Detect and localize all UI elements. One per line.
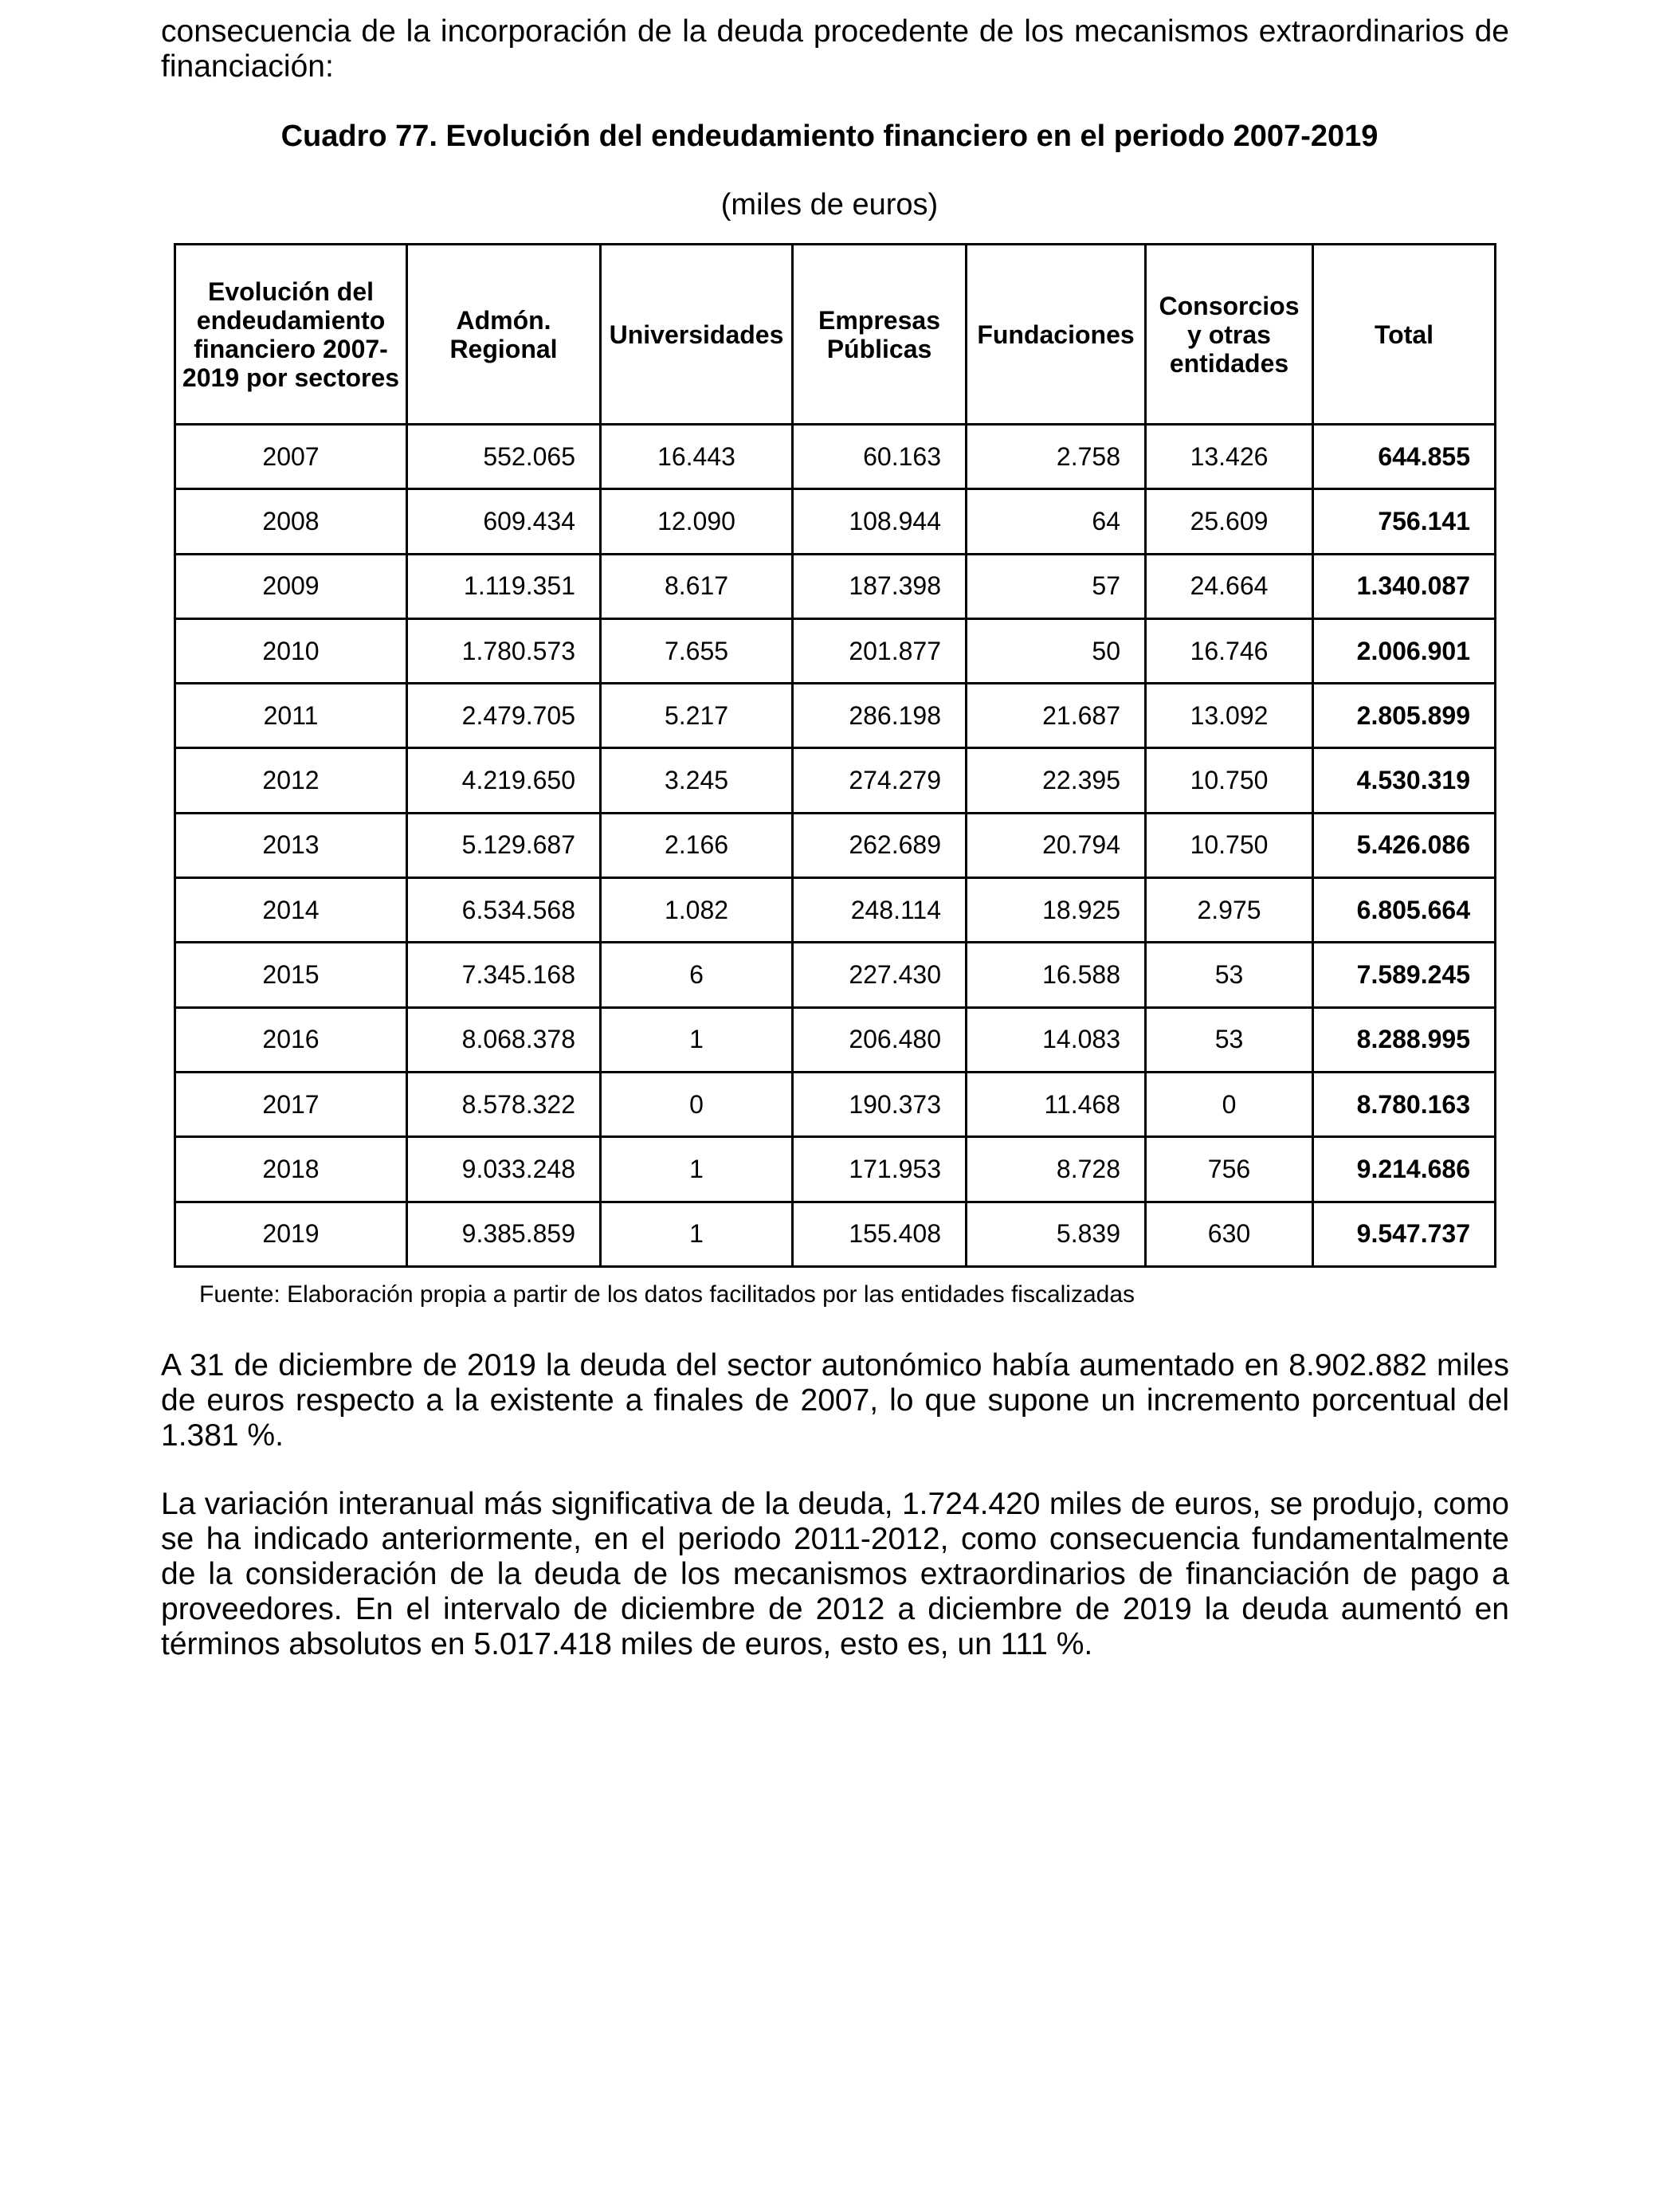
fundaciones-cell: 8.728 — [967, 1137, 1146, 1202]
admon-regional-cell: 1.119.351 — [407, 554, 601, 618]
source-note: Fuente: Elaboración propia a partir de los datos facilitados por las entidades fiscalizadas — [199, 1281, 1135, 1308]
total-cell: 6.805.664 — [1313, 878, 1496, 943]
consorcios-cell: 25.609 — [1146, 489, 1313, 554]
total-cell: 8.288.995 — [1313, 1007, 1496, 1072]
empresas-publicas-cell: 60.163 — [793, 425, 967, 489]
universidades-cell: 12.090 — [601, 489, 793, 554]
consorcios-cell: 10.750 — [1146, 748, 1313, 813]
year-cell: 2017 — [175, 1072, 407, 1136]
empresas-publicas-cell: 190.373 — [793, 1072, 967, 1136]
admon-regional-cell: 1.780.573 — [407, 618, 601, 683]
paragraph-2: La variación interanual más significativa de la deuda, 1.724.420 miles de euros, se produjo, como se ha indicado anteriormente, en el periodo 2011-2012, como consecuencia fundamentalmente de la consideración de la deuda de los mecanismos extraordinarios de financiación de pago a proveedores. En el intervalo de diciembre de 2012 a diciembre de 2019 la deuda aumentó en términos absolutos en 5.017.418 miles de euros, esto es, un 111 %. — [161, 1487, 1509, 1661]
universidades-cell: 0 — [601, 1072, 793, 1136]
empresas-publicas-cell: 274.279 — [793, 748, 967, 813]
consorcios-cell: 10.750 — [1146, 813, 1313, 877]
admon-regional-cell: 609.434 — [407, 489, 601, 554]
total-cell: 7.589.245 — [1313, 943, 1496, 1007]
table-row — [175, 684, 1496, 748]
total-cell: 4.530.319 — [1313, 748, 1496, 813]
header-total: Total — [1313, 245, 1496, 425]
fundaciones-cell: 11.468 — [967, 1072, 1146, 1136]
total-cell: 9.214.686 — [1313, 1137, 1496, 1202]
table-row — [175, 425, 1496, 489]
universidades-cell: 6 — [601, 943, 793, 1007]
table-row — [175, 943, 1496, 1007]
fundaciones-cell: 21.687 — [967, 684, 1146, 748]
consorcios-cell: 53 — [1146, 1007, 1313, 1072]
empresas-publicas-cell: 201.877 — [793, 618, 967, 683]
consorcios-cell: 13.092 — [1146, 684, 1313, 748]
table-row — [175, 618, 1496, 683]
year-cell: 2008 — [175, 489, 407, 554]
total-cell: 2.805.899 — [1313, 684, 1496, 748]
year-cell: 2009 — [175, 554, 407, 618]
total-cell: 8.780.163 — [1313, 1072, 1496, 1136]
consorcios-cell: 24.664 — [1146, 554, 1313, 618]
universidades-cell: 1.082 — [601, 878, 793, 943]
empresas-publicas-cell: 108.944 — [793, 489, 967, 554]
fundaciones-cell: 57 — [967, 554, 1146, 618]
year-cell: 2011 — [175, 684, 407, 748]
year-cell: 2007 — [175, 425, 407, 489]
empresas-publicas-cell: 155.408 — [793, 1202, 967, 1266]
header-admon-regional: Admón. Regional — [407, 245, 601, 425]
consorcios-cell: 756 — [1146, 1137, 1313, 1202]
debt-evolution-table — [174, 243, 1496, 1268]
admon-regional-cell: 7.345.168 — [407, 943, 601, 1007]
table-row — [175, 1137, 1496, 1202]
total-cell: 2.006.901 — [1313, 618, 1496, 683]
fundaciones-cell: 16.588 — [967, 943, 1146, 1007]
empresas-publicas-cell: 248.114 — [793, 878, 967, 943]
universidades-cell: 7.655 — [601, 618, 793, 683]
admon-regional-cell: 9.033.248 — [407, 1137, 601, 1202]
total-cell: 644.855 — [1313, 425, 1496, 489]
year-cell: 2016 — [175, 1007, 407, 1072]
year-cell: 2015 — [175, 943, 407, 1007]
admon-regional-cell: 9.385.859 — [407, 1202, 601, 1266]
empresas-publicas-cell: 262.689 — [793, 813, 967, 877]
fundaciones-cell: 22.395 — [967, 748, 1146, 813]
header-empresas-publicas: Empresas Públicas — [793, 245, 967, 425]
table-header-row — [175, 245, 1496, 425]
table-row — [175, 748, 1496, 813]
fundaciones-cell: 2.758 — [967, 425, 1146, 489]
year-cell: 2013 — [175, 813, 407, 877]
consorcios-cell: 53 — [1146, 943, 1313, 1007]
year-cell: 2010 — [175, 618, 407, 683]
year-cell: 2019 — [175, 1202, 407, 1266]
consorcios-cell: 2.975 — [1146, 878, 1313, 943]
paragraph-1: A 31 de diciembre de 2019 la deuda del sector autonómico había aumentado en 8.902.882 miles de euros respecto a la existente a finales de 2007, lo que supone un incremento porcentual del 1.381 %. — [161, 1348, 1509, 1453]
consorcios-cell: 0 — [1146, 1072, 1313, 1136]
fundaciones-cell: 14.083 — [967, 1007, 1146, 1072]
admon-regional-cell: 8.578.322 — [407, 1072, 601, 1136]
empresas-publicas-cell: 171.953 — [793, 1137, 967, 1202]
header-sector: Evolución del endeudamiento financiero 2007-2019 por sectores — [175, 245, 407, 425]
universidades-cell: 3.245 — [601, 748, 793, 813]
year-cell: 2012 — [175, 748, 407, 813]
total-cell: 9.547.737 — [1313, 1202, 1496, 1266]
header-universidades: Universidades — [601, 245, 793, 425]
year-cell: 2014 — [175, 878, 407, 943]
fundaciones-cell: 20.794 — [967, 813, 1146, 877]
admon-regional-cell: 5.129.687 — [407, 813, 601, 877]
consorcios-cell: 16.746 — [1146, 618, 1313, 683]
fundaciones-cell: 64 — [967, 489, 1146, 554]
universidades-cell: 1 — [601, 1007, 793, 1072]
total-cell: 1.340.087 — [1313, 554, 1496, 618]
table-title: Cuadro 77. Evolución del endeudamiento financiero en el periodo 2007-2019 — [280, 120, 1379, 153]
fundaciones-cell: 50 — [967, 618, 1146, 683]
universidades-cell: 2.166 — [601, 813, 793, 877]
universidades-cell: 5.217 — [601, 684, 793, 748]
table-units: (miles de euros) — [720, 188, 939, 222]
consorcios-cell: 13.426 — [1146, 425, 1313, 489]
year-cell: 2018 — [175, 1137, 407, 1202]
table-row — [175, 554, 1496, 618]
universidades-cell: 1 — [601, 1137, 793, 1202]
empresas-publicas-cell: 187.398 — [793, 554, 967, 618]
table-row — [175, 1007, 1496, 1072]
header-consorcios: Consorcios y otras entidades — [1146, 245, 1313, 425]
fundaciones-cell: 5.839 — [967, 1202, 1146, 1266]
empresas-publicas-cell: 206.480 — [793, 1007, 967, 1072]
table-row — [175, 813, 1496, 877]
empresas-publicas-cell: 286.198 — [793, 684, 967, 748]
fundaciones-cell: 18.925 — [967, 878, 1146, 943]
intro-paragraph: consecuencia de la incorporación de la deuda procedente de los mecanismos extraordinarios de financiación: — [161, 14, 1509, 84]
empresas-publicas-cell: 227.430 — [793, 943, 967, 1007]
total-cell: 756.141 — [1313, 489, 1496, 554]
table-row — [175, 489, 1496, 554]
table-row — [175, 1072, 1496, 1136]
universidades-cell: 8.617 — [601, 554, 793, 618]
header-fundaciones: Fundaciones — [967, 245, 1146, 425]
admon-regional-cell: 8.068.378 — [407, 1007, 601, 1072]
admon-regional-cell: 552.065 — [407, 425, 601, 489]
total-cell: 5.426.086 — [1313, 813, 1496, 877]
consorcios-cell: 630 — [1146, 1202, 1313, 1266]
table-row — [175, 1202, 1496, 1266]
admon-regional-cell: 6.534.568 — [407, 878, 601, 943]
universidades-cell: 1 — [601, 1202, 793, 1266]
universidades-cell: 16.443 — [601, 425, 793, 489]
admon-regional-cell: 4.219.650 — [407, 748, 601, 813]
admon-regional-cell: 2.479.705 — [407, 684, 601, 748]
table-row — [175, 878, 1496, 943]
